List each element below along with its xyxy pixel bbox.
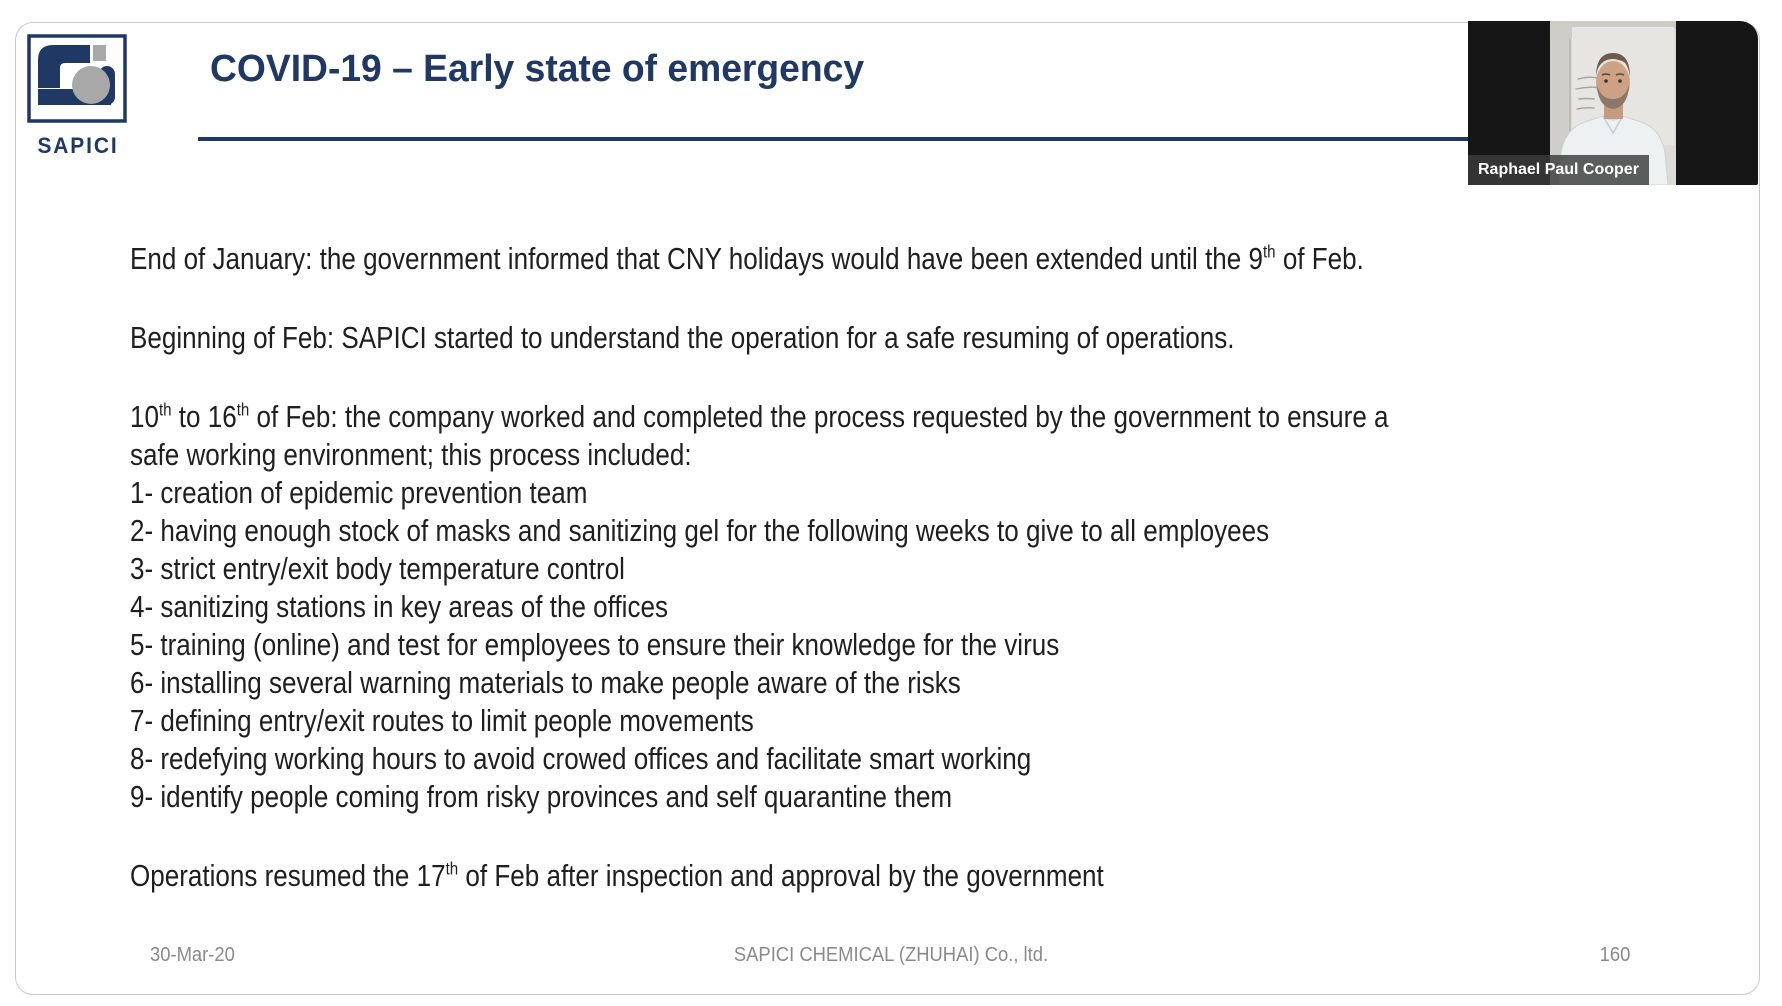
body-text — [130, 240, 1628, 895]
participant-name-label: Raphael Paul Cooper — [1468, 155, 1649, 185]
body-line: 4- sanitizing stations in key areas of the offices — [130, 589, 668, 624]
body-blank-line — [130, 816, 1628, 857]
body-line: End of January: the government informed that CNY holidays would have been extended until the 9th of Feb. — [130, 241, 1364, 276]
body-line: 7- defining entry/exit routes to limit people movements — [130, 703, 754, 738]
body-line: 6- installing several warning materials to make people aware of the risks — [130, 665, 961, 700]
body-line: 1- creation of epidemic prevention team — [130, 475, 588, 510]
body-line: 5- training (online) and test for employees to ensure their knowledge for the virus — [130, 627, 1060, 662]
title-divider — [198, 137, 1468, 141]
body-line: 2- having enough stock of masks and sanitizing gel for the following weeks to give to all employees — [130, 513, 1270, 548]
sapici-logo-text: SAPICI — [37, 133, 119, 158]
body-line: safe working environment; this process included: — [130, 437, 692, 472]
sapici-logo-mark-icon — [27, 34, 129, 126]
footer-page-number: 160 — [1599, 944, 1630, 966]
webcam-tile[interactable] — [1468, 21, 1758, 185]
sapici-logo — [26, 34, 130, 159]
body-blank-line — [130, 357, 1628, 398]
body-line: 3- strict entry/exit body temperature control — [130, 551, 625, 586]
body-line: 10th to 16th of Feb: the company worked and completed the process requested by the government to ensure a — [130, 399, 1389, 434]
body-line: 8- redefying working hours to avoid crowed offices and facilitate smart working — [130, 741, 1032, 776]
body-blank-line — [130, 278, 1628, 319]
body-line: Beginning of Feb: SAPICI started to understand the operation for a safe resuming of operations. — [130, 320, 1235, 355]
body-line: Operations resumed the 17th of Feb after inspection and approval by the government — [130, 858, 1104, 893]
body-line: 9- identify people coming from risky provinces and self quarantine them — [130, 779, 953, 814]
slide-title: COVID-19 – Early state of emergency — [210, 48, 865, 90]
footer-date: 30-Mar-20 — [150, 944, 235, 966]
footer-company: SAPICI CHEMICAL (ZHUHAI) Co., ltd. — [733, 944, 1049, 966]
